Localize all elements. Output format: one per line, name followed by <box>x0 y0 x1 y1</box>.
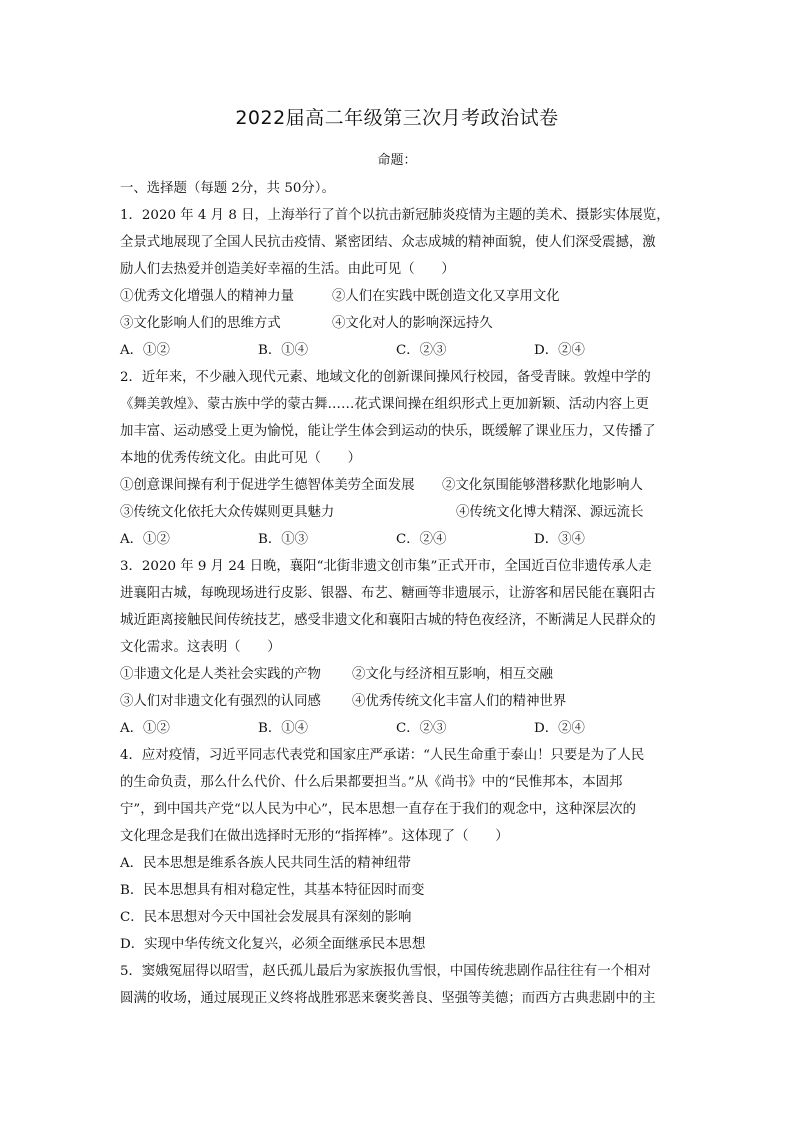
question-stem-line: 5．窦娥冤屈得以昭雪，赵氏孤儿最后为家族报仇雪恨，中国传统悲剧作品往往有一个相对 <box>120 964 651 979</box>
statement: ④优秀传统文化丰富人们的精神世界 <box>352 694 567 709</box>
option-c[interactable]: C．民本思想对今天中国社会发展具有深刻的影响 <box>120 910 412 925</box>
question-stem-line: 圆满的收场，通过展现正义终将战胜邪恶来褒奖善良、坚强等美德；而西方古典悲剧中的主 <box>120 991 656 1006</box>
question-stem-line: 励人们去热爱并创造美好幸福的生活。由此可见（ ） <box>120 262 455 277</box>
statement: ②人们在实践中既创造文化又享用文化 <box>332 289 560 304</box>
question-stem-line: 进襄阳古城，每晚现场进行皮影、银器、布艺、糖画等非遗展示，让游客和居民能在襄阳古 <box>120 586 656 601</box>
question-stem-line: 3．2020 年 9 月 24 日晚，襄阳“北街非遗文创市集”正式开市，全国近百位非遗传承人走 <box>120 559 652 574</box>
option-a[interactable]: A．①② <box>120 721 170 736</box>
statement: ④文化对人的影响深远持久 <box>332 316 493 331</box>
option-b[interactable]: B．①④ <box>258 721 309 736</box>
option-row <box>120 715 676 742</box>
option-c[interactable]: C．②③ <box>396 343 447 358</box>
question-stem-line: 全景式地展现了全国人民抗击疫情、紧密团结、众志成城的精神面貌，使人们深受震撼，激 <box>120 235 656 250</box>
question-2 <box>120 364 676 553</box>
question-list <box>120 175 676 1012</box>
statement-row <box>120 472 676 499</box>
question-stem-line: 2．近年来，不少融入现代元素、地域文化的创新课间操风行校园，备受青睐。敦煌中学的 <box>120 370 651 385</box>
statement: ②文化与经济相互影响，相互交融 <box>352 667 553 682</box>
statement-row <box>120 310 676 337</box>
question-stem-line: 城近距离接触民间传统技艺，感受非遗文化和襄阳古城的特色夜经济，不断满足人民群众的 <box>120 613 656 628</box>
question-stem-line: 加丰富、运动感受上更为愉悦，能让学生体会到运动的快乐，既缓解了课业压力，又传播了 <box>120 424 656 439</box>
option-a[interactable]: A．民本思想是维系各族人民共同生活的精神纽带 <box>120 856 411 871</box>
question-stem-line: 宁”，到中国共产党“以人民为中心”，民本思想一直存在于我们的观念中，这种深层次的 <box>120 802 636 817</box>
option-b[interactable]: B．民本思想具有相对稳定性，其基本特征因时而变 <box>120 883 425 898</box>
option-row <box>120 337 676 364</box>
statement: ①优秀文化增强人的精神力量 <box>120 289 295 304</box>
question-stem-line: 1．2020 年 4 月 8 日，上海举行了首个以抗击新冠肺炎疫情为主题的美术、摄影实体展览， <box>120 208 670 223</box>
option-row <box>120 526 676 553</box>
author-label: 命题： <box>377 153 417 168</box>
section-heading: 一、选择题（每题 2分，共 50分）。 <box>120 181 335 196</box>
option-d[interactable]: D．实现中华传统文化复兴，必须全面继承民本思想 <box>120 937 426 952</box>
option-d[interactable]: D．②④ <box>534 721 585 736</box>
statement-row <box>120 661 676 688</box>
option-c[interactable]: C．②③ <box>396 721 447 736</box>
question-stem-line: 《舞美敦煌》、蒙古族中学的蒙古舞……花式课间操在组织形式上更加新颖、活动内容上更 <box>120 397 649 412</box>
statement: ④传统文化博大精深、源远流长 <box>456 505 644 520</box>
option-d[interactable]: D．③④ <box>534 532 585 547</box>
statement: ③人们对非遗文化有强烈的认同感 <box>120 694 321 709</box>
statement: ③传统文化依托大众传媒则更具魅力 <box>120 505 335 520</box>
statement-row <box>120 688 676 715</box>
statement: ①非遗文化是人类社会实践的产物 <box>120 667 321 682</box>
option-d[interactable]: D．②④ <box>534 343 585 358</box>
question-4 <box>120 742 676 958</box>
statement-row <box>120 283 676 310</box>
question-1 <box>120 202 676 364</box>
option-a[interactable]: A．①② <box>120 532 170 547</box>
question-3 <box>120 553 676 742</box>
statement-row <box>120 499 676 526</box>
question-stem-line: 的生命负责，那么什么代价、什么后果都要担当。”从《尚书》中的“民惟邦本，本固邦 <box>120 775 623 790</box>
option-b[interactable]: B．①③ <box>258 532 309 547</box>
question-stem-line: 文化需求。这表明（ ） <box>120 640 281 655</box>
question-stem-line: 4．应对疫情，习近平同志代表党和国家庄严承诺：“人民生命重于泰山！只要是为了人民 <box>120 748 645 763</box>
exam-title: 2022届高二年级第三次月考政治试卷 <box>235 107 559 129</box>
question-stem-line: 文化理念是我们在做出选择时无形的“指挥棒”。这体现了（ ） <box>120 829 509 844</box>
option-b[interactable]: B．①④ <box>258 343 309 358</box>
statement: ①创意课间操有利于促进学生德智体美劳全面发展 <box>120 478 415 493</box>
question-5 <box>120 958 676 1012</box>
question-stem-line: 本地的优秀传统文化。由此可见（ ） <box>120 451 362 466</box>
option-c[interactable]: C．②④ <box>396 532 447 547</box>
statement: ②文化氛围能够潜移默化地影响人 <box>442 478 643 493</box>
option-a[interactable]: A．①② <box>120 343 170 358</box>
statement: ③文化影响人们的思维方式 <box>120 316 281 331</box>
